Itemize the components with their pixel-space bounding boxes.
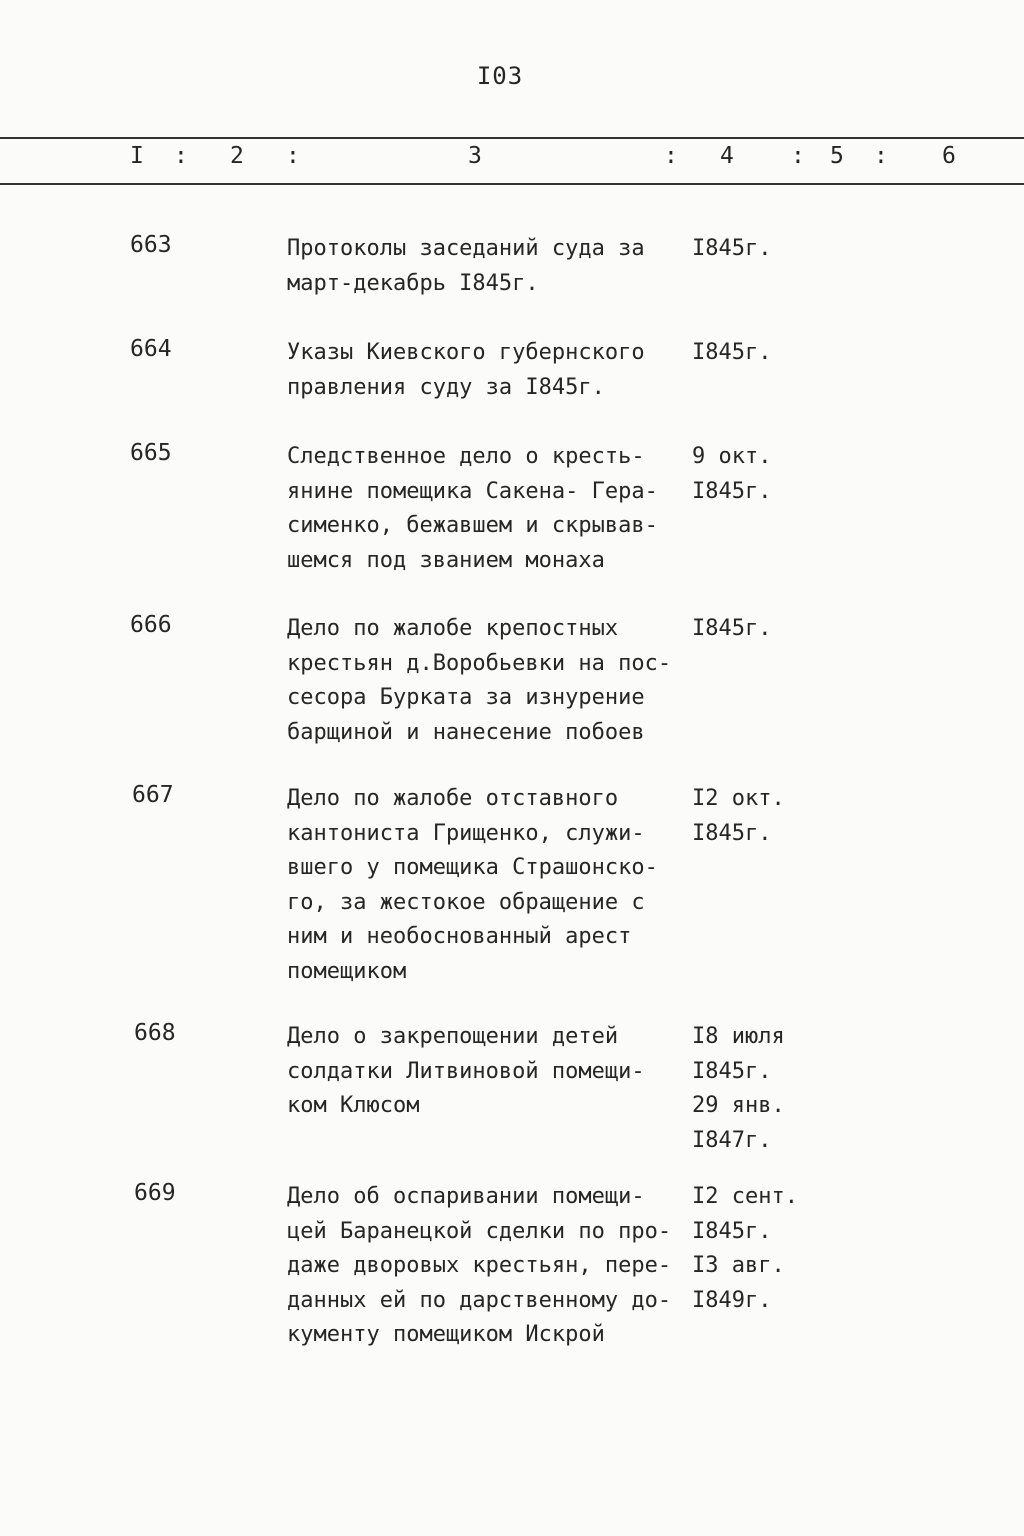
page-number: I03	[476, 62, 524, 90]
entry-number: 666	[130, 612, 172, 638]
date-line: I3 авг.	[692, 1253, 785, 1278]
date-line: I845г.	[692, 478, 772, 504]
description-line: барщиной и нанесение побоев	[287, 719, 645, 745]
column-separator: :	[286, 143, 300, 169]
entry-date	[692, 1020, 822, 1158]
description-line: янине помещика Сакена- Гера-	[287, 478, 658, 504]
date-line: I847г.	[692, 1127, 772, 1153]
description-line: кументу помещиком Искрой	[287, 1322, 605, 1347]
table-top-rule	[0, 137, 1024, 139]
column-separator: :	[791, 143, 805, 169]
entry-number: 664	[130, 336, 172, 362]
description-line: правления суду за I845г.	[287, 374, 605, 400]
entry-description	[287, 336, 697, 405]
entry-description	[287, 1180, 697, 1353]
entry-date	[692, 336, 822, 371]
description-line: Следственное дело о кресть-	[287, 444, 645, 469]
date-line: I845г.	[692, 340, 772, 365]
column-header-6: 6	[942, 143, 956, 169]
description-line: цей Баранецкой сделки по про-	[287, 1218, 672, 1244]
description-line: Дело по жалобе крепостных	[287, 616, 619, 641]
description-line: помещиком	[287, 958, 407, 984]
entry-date	[692, 232, 822, 267]
entry-date	[692, 440, 822, 509]
description-line: кантониста Грищенко, служи-	[287, 820, 645, 846]
description-line: Дело по жалобе отставного	[287, 786, 619, 811]
description-line: март-декабрь I845г.	[287, 270, 539, 296]
entry-number: 668	[134, 1020, 176, 1046]
description-line: ним и необоснованный арест	[287, 924, 632, 949]
column-separator: :	[664, 143, 678, 169]
column-separator: :	[174, 143, 188, 169]
description-line: Протоколы заседаний суда за	[287, 236, 645, 261]
description-line: вшего у помещика Страшонско-	[287, 855, 658, 880]
description-line: даже дворовых крестьян, пере-	[287, 1253, 672, 1278]
date-line: I845г.	[692, 616, 772, 641]
date-line: I845г.	[692, 1218, 772, 1244]
entry-description	[287, 782, 697, 989]
date-line: 9 окт.	[692, 444, 772, 469]
description-line: крестьян д.Воробьевки на пос-	[287, 650, 672, 676]
column-separator: :	[874, 143, 888, 169]
table-bottom-rule	[0, 183, 1024, 185]
description-line: шемся под званием монаха	[287, 547, 605, 573]
description-line: Указы Киевского губернского	[287, 340, 645, 365]
description-line: данных ей по дарственному до-	[287, 1287, 672, 1313]
entry-description	[287, 612, 697, 750]
entry-date	[692, 782, 822, 851]
date-line: 29 янв.	[692, 1093, 785, 1118]
description-line: Дело о закрепощении детей	[287, 1024, 619, 1049]
date-line: I8 июля	[692, 1024, 785, 1049]
entry-description	[287, 440, 697, 578]
date-line: I845г.	[692, 820, 772, 846]
entry-number: 663	[130, 232, 172, 258]
date-line: I845г.	[692, 236, 772, 261]
date-line: I2 окт.	[692, 786, 785, 811]
column-header-2: 2	[230, 143, 244, 169]
column-header-1: I	[130, 143, 144, 169]
entry-description	[287, 1020, 697, 1124]
description-line: ком Клюсом	[287, 1093, 420, 1118]
description-line: Дело об оспаривании помещи-	[287, 1184, 645, 1209]
entry-number: 667	[132, 782, 174, 808]
column-header-3: 3	[468, 143, 482, 169]
entry-number: 669	[134, 1180, 176, 1206]
description-line: солдатки Литвиновой помещи-	[287, 1058, 645, 1084]
description-line: го, за жестокое обращение с	[287, 889, 645, 915]
description-line: сименко, бежавшем и скрывав-	[287, 513, 658, 538]
column-header-4: 4	[720, 143, 734, 169]
column-header-5: 5	[830, 143, 844, 169]
entry-date	[692, 1180, 822, 1318]
description-line: сесора Бурката за изнурение	[287, 685, 645, 710]
date-line: I2 сент.	[692, 1184, 798, 1209]
date-line: I849г.	[692, 1287, 772, 1313]
entry-number: 665	[130, 440, 172, 466]
entry-date	[692, 612, 822, 647]
entry-description	[287, 232, 697, 301]
date-line: I845г.	[692, 1058, 772, 1084]
